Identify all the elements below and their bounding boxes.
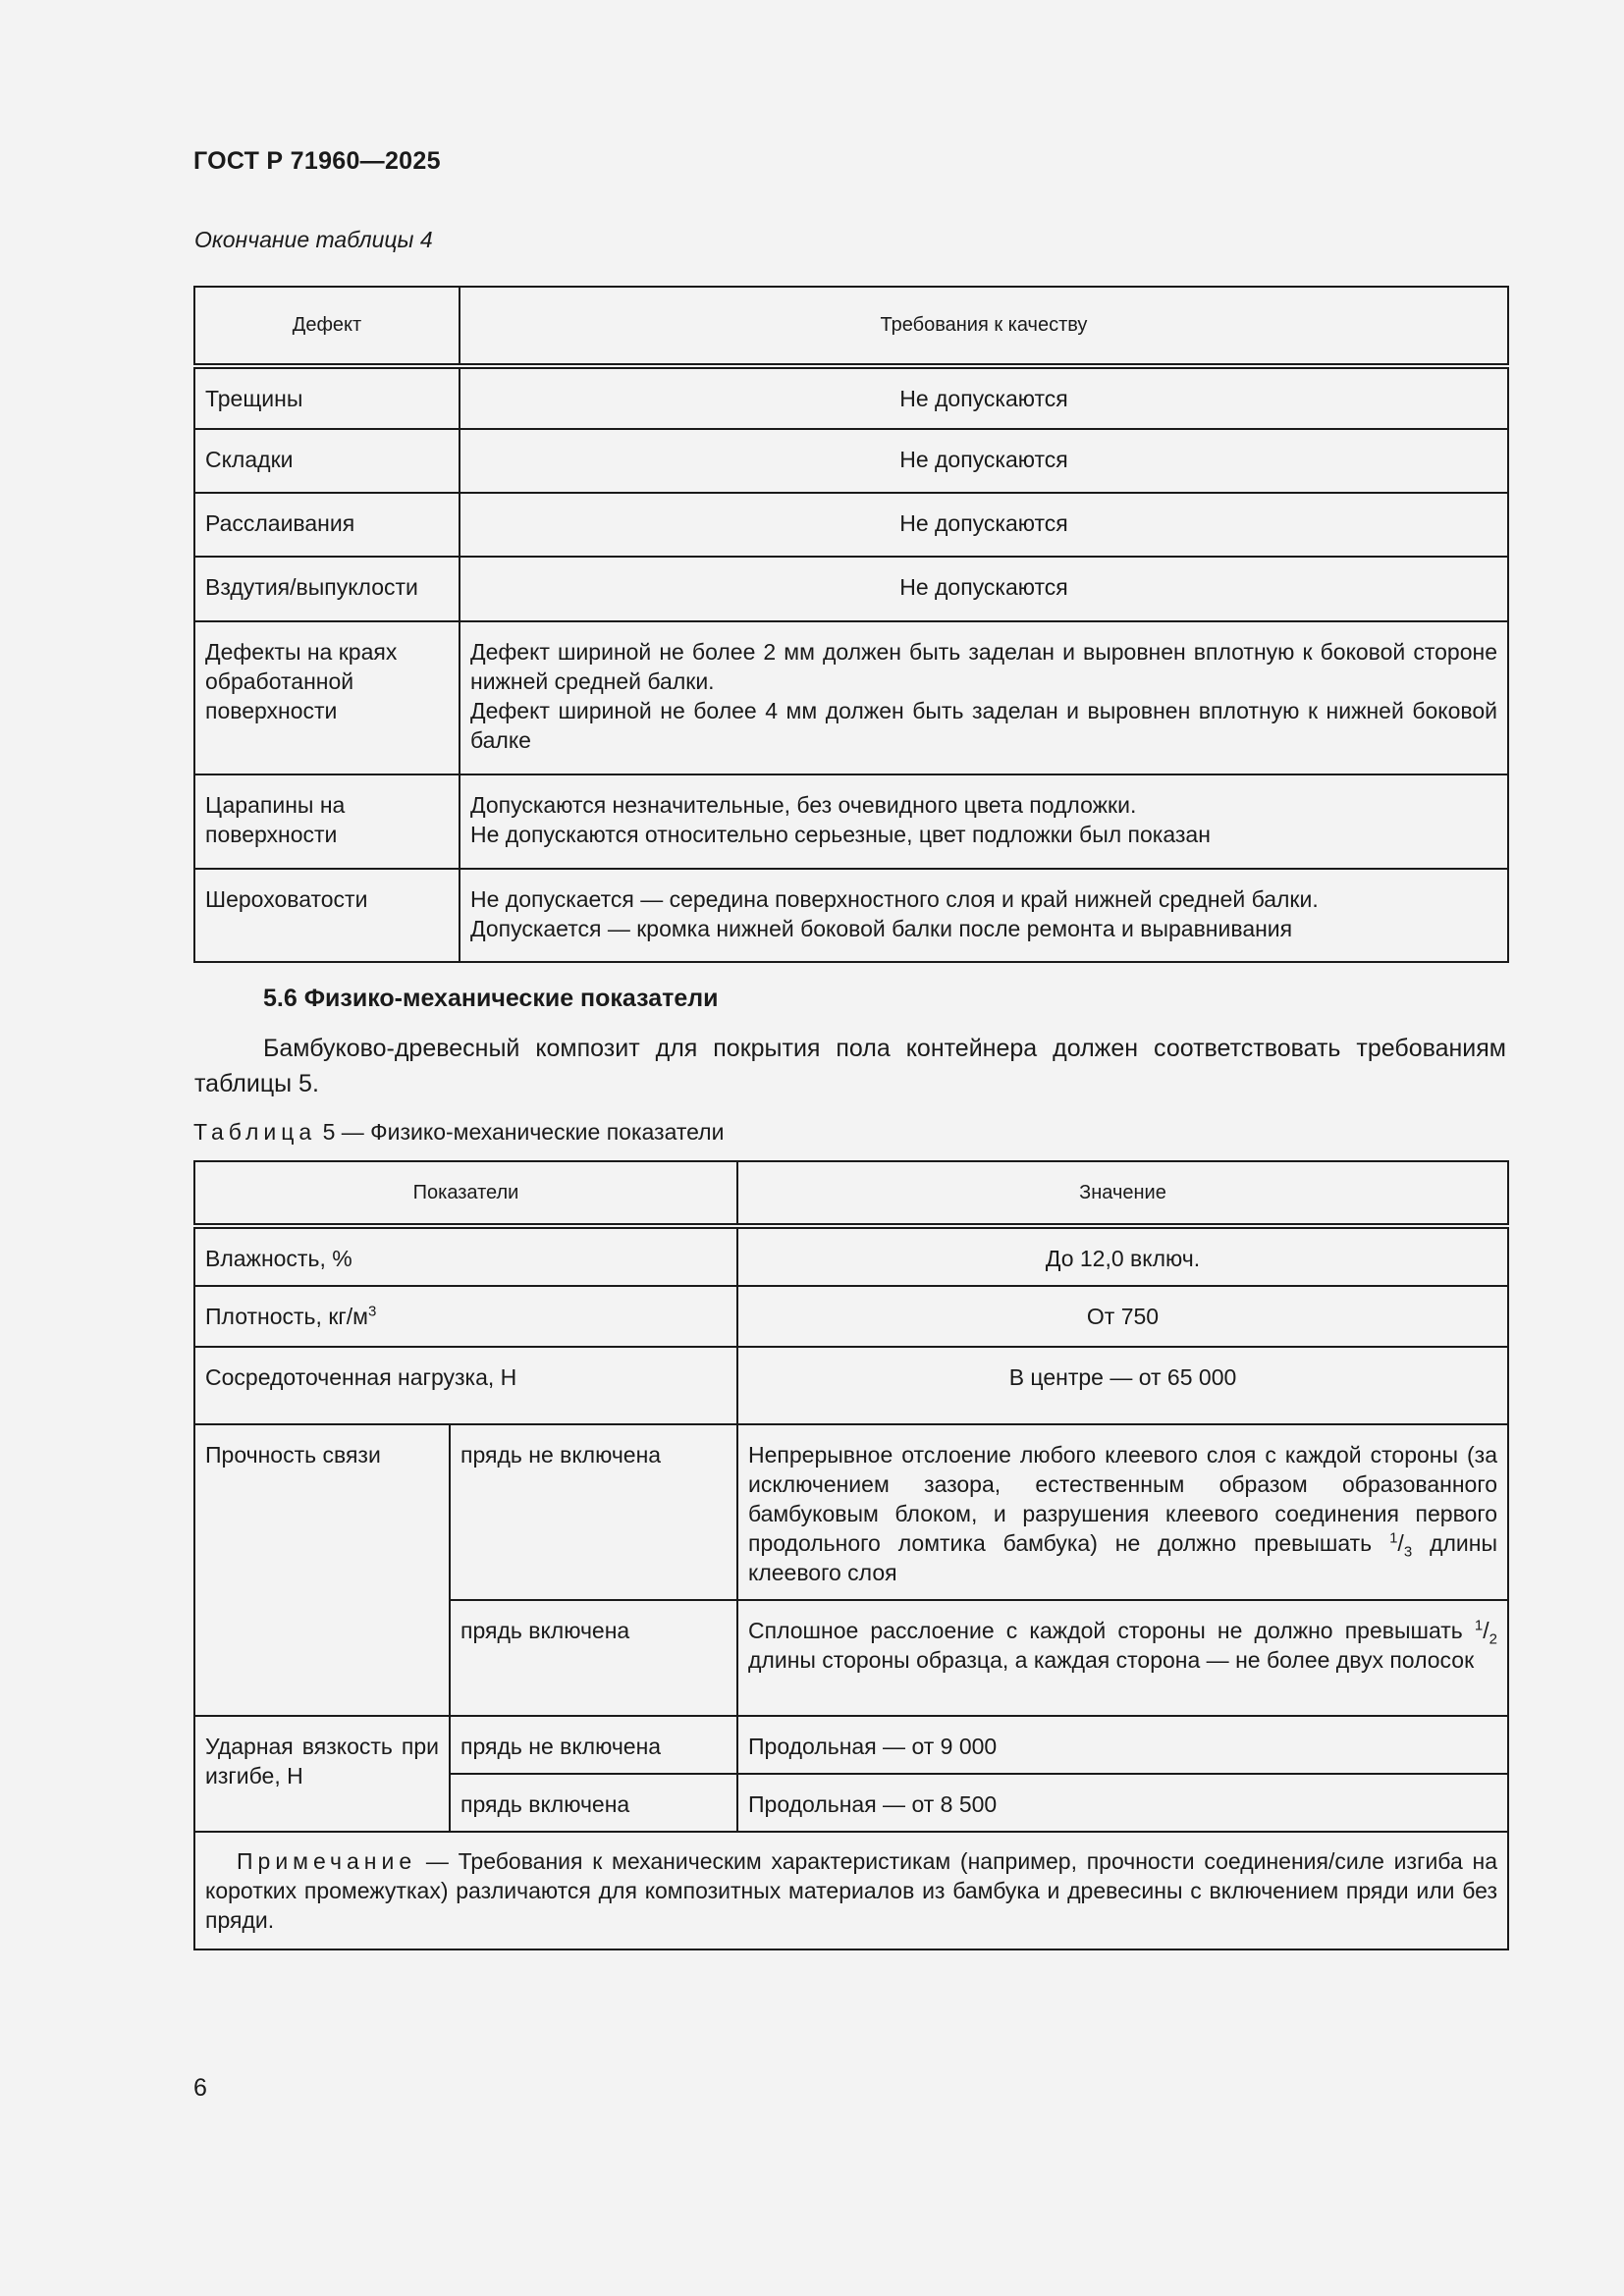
table-row bbox=[194, 774, 1508, 869]
defect-cell: Складки bbox=[194, 429, 460, 493]
defect-cell: Дефекты на краях обработанной поверхности bbox=[194, 621, 460, 774]
note-text: — Требования к механическим характеристикам (например, прочности соединения/силе изгиба на коротких промежутках) различаются для композитных материалов из бамбука и древесины с включением пряди или без пряди. bbox=[205, 1848, 1497, 1933]
table-note bbox=[194, 1832, 1508, 1949]
table-row bbox=[194, 1716, 1508, 1774]
table-row bbox=[194, 1286, 1508, 1347]
subindicator-cell: прядь не включена bbox=[450, 1424, 737, 1600]
requirement-line: Не допускается — середина поверхностного слоя и край нижней средней балки. bbox=[470, 886, 1319, 912]
requirement-line: Допускаются незначительные, без очевидного цвета подложки. bbox=[470, 792, 1137, 818]
requirement-line: Дефект шириной не более 4 мм должен быть заделан и выровнен вплотную к нижней боковой балке bbox=[470, 698, 1497, 753]
requirement-cell: Не допускаются bbox=[460, 366, 1508, 429]
document-header: ГОСТ Р 71960—2025 bbox=[193, 147, 441, 175]
value-cell: Продольная — от 9 000 bbox=[737, 1716, 1508, 1774]
table5-caption-text: 5 — Физико-механические показатели bbox=[316, 1119, 725, 1145]
table-row bbox=[194, 1347, 1508, 1424]
table-row bbox=[194, 1226, 1508, 1286]
subindicator-cell: прядь включена bbox=[450, 1774, 737, 1832]
table-row bbox=[194, 366, 1508, 429]
table5 bbox=[193, 1160, 1509, 1950]
table-row bbox=[194, 1424, 1508, 1600]
indicator-cell: Сосредоточенная нагрузка, Н bbox=[194, 1347, 737, 1424]
table5-caption-label: Таблица bbox=[193, 1119, 317, 1145]
table-row bbox=[194, 429, 1508, 493]
indicator-cell: Прочность связи bbox=[194, 1424, 450, 1716]
table-note-row bbox=[194, 1832, 1508, 1949]
table4-col-requirements: Требования к качеству bbox=[460, 287, 1508, 366]
value-text: Непрерывное отслоение любого клеевого слоя с каждой стороны (за исключением зазора, естественным образом образованного бамбуковым блоком, и разрушения клеевого соединения первого продольного ломтика бамбука) не должно превышать bbox=[748, 1442, 1497, 1556]
indicator-cell: Ударная вязкость при изгибе, Н bbox=[194, 1716, 450, 1832]
requirement-cell bbox=[460, 621, 1508, 774]
value-cell: В центре — от 65 000 bbox=[737, 1347, 1508, 1424]
requirement-cell bbox=[460, 869, 1508, 962]
table-row bbox=[194, 557, 1508, 621]
indicator-cell bbox=[194, 1286, 737, 1347]
requirement-line: Не допускаются относительно серьезные, цвет подложки был показан bbox=[470, 822, 1211, 847]
value-cell: От 750 bbox=[737, 1286, 1508, 1347]
defect-cell: Вздутия/выпуклости bbox=[194, 557, 460, 621]
indicator-cell: Влажность, % bbox=[194, 1226, 737, 1286]
requirement-cell: Не допускаются bbox=[460, 493, 1508, 557]
unit-superscript: 3 bbox=[367, 1303, 377, 1320]
value-text: длины стороны образца, а каждая сторона — не более двух полосок bbox=[748, 1647, 1475, 1673]
defect-cell: Расслаивания bbox=[194, 493, 460, 557]
requirement-cell bbox=[460, 774, 1508, 869]
fraction-denominator: 3 bbox=[1403, 1543, 1413, 1561]
value-cell: До 12,0 включ. bbox=[737, 1226, 1508, 1286]
table5-caption bbox=[193, 1119, 724, 1146]
section-paragraph: Бамбуково-древесный композит для покрытия пола контейнера должен соответствовать требованиям таблицы 5. bbox=[194, 1035, 1506, 1097]
value-text: длины клеевого слоя bbox=[748, 1530, 1497, 1585]
indicator-label: Плотность, кг/м bbox=[205, 1304, 368, 1329]
page-number: 6 bbox=[193, 2074, 207, 2102]
table4-header-row bbox=[194, 287, 1508, 366]
table-row bbox=[194, 621, 1508, 774]
fraction-numerator: 1 bbox=[1389, 1529, 1398, 1547]
requirement-cell: Не допускаются bbox=[460, 557, 1508, 621]
table4-col-defect: Дефект bbox=[194, 287, 460, 366]
fraction-denominator: 2 bbox=[1489, 1630, 1497, 1648]
table4-continuation-caption: Окончание таблицы 4 bbox=[194, 227, 433, 252]
defect-cell: Трещины bbox=[194, 366, 460, 429]
subindicator-cell: прядь включена bbox=[450, 1600, 737, 1716]
table-row bbox=[194, 493, 1508, 557]
section-title: 5.6 Физико-механические показатели bbox=[263, 985, 719, 1012]
subindicator-cell: прядь не включена bbox=[450, 1716, 737, 1774]
note-label: Примечание bbox=[237, 1848, 417, 1874]
defect-cell: Царапины на поверхности bbox=[194, 774, 460, 869]
requirement-line: Допускается — кромка нижней боковой балки после ремонта и выравнивания bbox=[470, 916, 1293, 941]
requirement-cell: Не допускаются bbox=[460, 429, 1508, 493]
requirement-line: Дефект шириной не более 2 мм должен быть заделан и выровнен вплотную к боковой стороне нижней средней балки. bbox=[470, 639, 1497, 694]
value-cell: Сплошное расслоение с каждой стороны не должно превышать $^1/_2$ длины стороны образца, а каждая сторона — не более двух полосок bbox=[737, 1600, 1508, 1716]
table-row bbox=[194, 869, 1508, 962]
table4 bbox=[193, 286, 1509, 963]
value-text: Сплошное расслоение с каждой стороны не должно превышать bbox=[748, 1618, 1475, 1643]
value-cell: Продольная — от 8 500 bbox=[737, 1774, 1508, 1832]
value-cell: Непрерывное отслоение любого клеевого слоя с каждой стороны (за исключением зазора, естественным образом образованного бамбуковым блоком, и разрушения клеевого соединения первого продольного ломтика бамбука) не должно превышать $^1/_3$ длины клеевого слоя bbox=[737, 1424, 1508, 1600]
table5-col-indicators: Показатели bbox=[194, 1161, 737, 1226]
defect-cell: Шероховатости bbox=[194, 869, 460, 962]
fraction-numerator: 1 bbox=[1474, 1617, 1484, 1634]
table5-header-row bbox=[194, 1161, 1508, 1226]
table5-col-value: Значение bbox=[737, 1161, 1508, 1226]
